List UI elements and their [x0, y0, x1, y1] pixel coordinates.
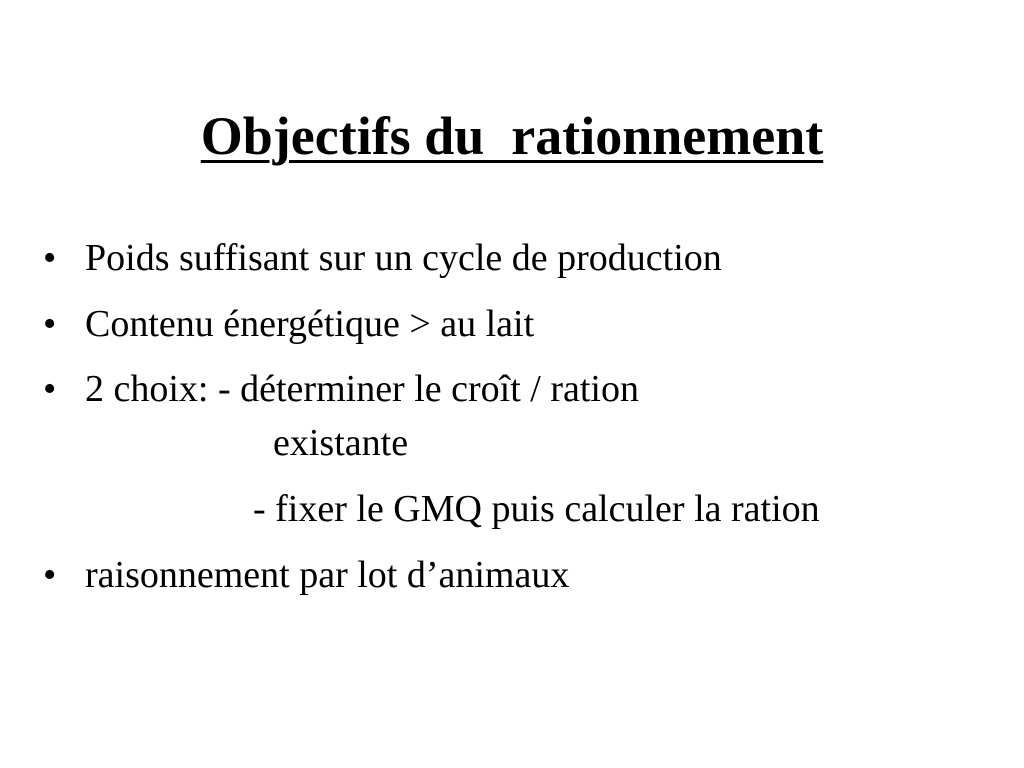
- bullet-item-2: Contenu énergétique > au lait: [85, 303, 535, 345]
- bullet-item-1: Poids suffisant sur un cycle de production: [85, 237, 722, 279]
- slide-title: [0, 103, 1024, 169]
- bullet-item-3-sub: - fixer le GMQ puis calculer la ration: [253, 488, 820, 530]
- bullet-icon: •: [43, 237, 57, 279]
- bullet-icon: •: [43, 368, 57, 410]
- bullet-item-3: 2 choix: - déterminer le croît / ration: [85, 368, 639, 410]
- slide-title-text: Objectifs du rationnement: [200, 106, 824, 166]
- bullet-icon: •: [43, 554, 57, 596]
- bullet-item-3-continuation: existante: [273, 422, 409, 464]
- bullet-item-4: raisonnement par lot d’animaux: [85, 554, 570, 596]
- bullet-icon: •: [43, 303, 57, 345]
